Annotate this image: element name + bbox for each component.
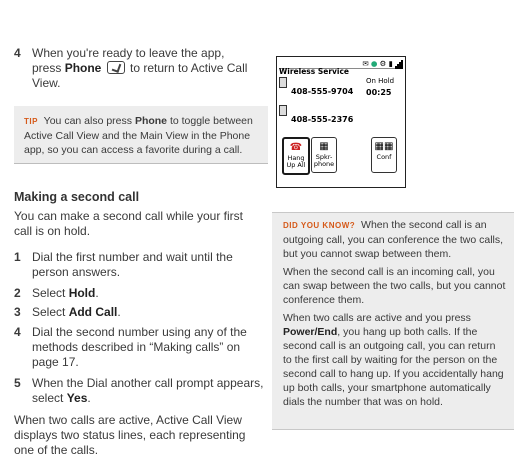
step-5: 5 When the Dial another call prompt appears, select Yes. bbox=[14, 376, 264, 405]
step-text: When you're ready to leave the app, press Phone to return to Active Call View. bbox=[32, 46, 248, 90]
step-2: 2 Select Hold. bbox=[14, 286, 99, 300]
phone-screenshot bbox=[276, 56, 406, 188]
did-you-know-p2: When the second call is an incoming call, you can swap between the two calls, but you cannot conference them. bbox=[283, 266, 506, 306]
battery-icon: ▮ bbox=[388, 59, 393, 68]
bluetooth-icon: ● bbox=[370, 59, 378, 68]
phone-key-label: Phone bbox=[64, 61, 102, 75]
mail-icon: ✉ bbox=[362, 59, 369, 68]
did-you-know-label: DID YOU KNOW? bbox=[283, 221, 356, 230]
outro-text: When two calls are active, Active Call View displays two status lines, each representing one of the calls. bbox=[14, 413, 246, 457]
intro-text: You can make a second call while your first call is on hold. bbox=[14, 209, 244, 238]
tip-box: TIP You can also press Phone to toggle between Active Call View and the Main View in the Phone app, so you can access a favorite during a call. bbox=[14, 106, 268, 164]
speakerphone-button[interactable]: ▦ Spkr- phone bbox=[311, 137, 337, 173]
step-return-to-call bbox=[14, 46, 280, 91]
conference-icon: ▦▦ bbox=[374, 141, 394, 152]
hang-up-icon: ☎ bbox=[289, 142, 303, 153]
conference-button[interactable]: ▦▦ Conf bbox=[371, 137, 397, 173]
did-you-know-p3: When two calls are active and you press Power/End, you hang up both calls. If the second call is an outgoing call, you can return to the first call by waiting for the person on the second call to hang up. If you accidentally hang up both calls, your smartphone automatically dials the number that was on hold. bbox=[283, 312, 504, 408]
hang-up-all-button[interactable]: ☎ Hang Up All bbox=[282, 137, 310, 175]
phone-title-bar bbox=[279, 59, 403, 76]
call2-number: 408-555-2376 bbox=[291, 115, 354, 124]
phone-key-icon bbox=[107, 61, 125, 74]
signal-icon bbox=[395, 59, 403, 68]
did-you-know-box bbox=[272, 212, 514, 430]
step-number: 4 bbox=[14, 46, 21, 60]
call1-status: On Hold bbox=[366, 77, 395, 85]
phone-title: Wireless Service bbox=[279, 67, 350, 76]
call1-number: 408-555-9704 bbox=[291, 87, 354, 96]
did-you-know-p1: DID YOU KNOW? When the second call is an outgoing call, you can conference the two calls, but you cannot swap between them. bbox=[283, 219, 504, 260]
step-1: 1 Dial the first number and wait until the person answers. bbox=[14, 250, 233, 279]
status-icons bbox=[362, 59, 403, 69]
handset-icon bbox=[279, 105, 287, 116]
call1-timer: 00:25 bbox=[366, 88, 392, 97]
section-title: Making a second call bbox=[14, 190, 140, 204]
speaker-icon: ▦ bbox=[319, 141, 329, 152]
handset-icon bbox=[279, 77, 287, 88]
tip-label: TIP bbox=[24, 117, 38, 126]
step-4: 4 Dial the second number using any of the methods described in “Making calls” on page 17. bbox=[14, 325, 247, 369]
gear-icon: ⚙ bbox=[379, 59, 387, 68]
step-3: 3 Select Add Call. bbox=[14, 305, 121, 319]
